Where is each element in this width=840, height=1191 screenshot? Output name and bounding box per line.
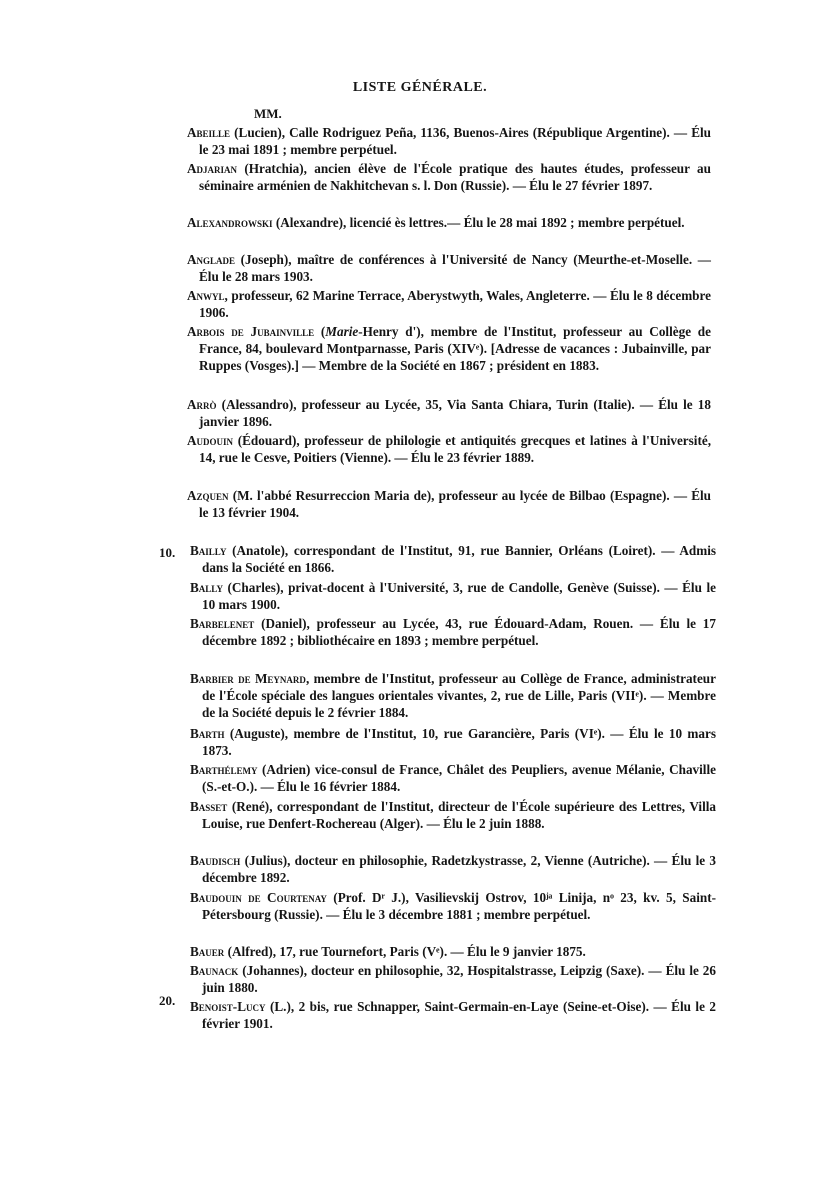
entry-name: Bally: [190, 580, 223, 595]
entry-text: (Alexandre), licencié ès lettres.— Élu le 28 mai 1892 ; membre perpétuel.: [272, 215, 685, 230]
entry-text-italic: Marie: [325, 324, 359, 339]
entry-text: (L.), 2 bis, rue Schnapper, Saint-Germain-en-Laye (Seine-et-Oise). — Élu le 2 février 1901.: [202, 999, 716, 1032]
entry-name: Bailly: [190, 543, 227, 558]
entry-name: Benoist-Lucy: [190, 999, 266, 1014]
entry-name: Arbois de Jubainville: [187, 324, 315, 339]
entry-text: (Julius), docteur en philosophie, Radetzkystrasse, 2, Vienne (Autriche). — Élu le 3 décembre 1892.: [202, 853, 716, 886]
list-item: [190, 998, 716, 1032]
list-item: [190, 943, 716, 960]
entry-name: Barbier de Meynard: [190, 671, 306, 686]
entry-name: Abeille: [187, 125, 231, 140]
entry-name: Baudouin de Courtenay: [190, 890, 327, 905]
entry-text: (Adrien) vice-consul de France, Châlet des Peupliers, avenue Mélanie, Chaville (S.-et-O.). — Élu le 16 février 1884.: [202, 762, 716, 795]
section-number: 10.: [159, 545, 176, 560]
entry-text: (Prof. Dʳ J.), Vasilievskij Ostrov, 10ʲᵃ Linija, nᵒ 23, kv. 5, Saint-Pétersbourg (Russie). — Élu le 3 décembre 1881 ; membre perpétuel.: [202, 890, 716, 923]
entry-text: (Lucien), Calle Rodriguez Peña, 1136, Buenos-Aires (République Argentine). — Élu le 23 mai 1891 ; membre perpétuel.: [199, 125, 711, 158]
list-item: [190, 725, 716, 759]
entry-text: (M. l'abbé Resurreccion Maria de), professeur au lycée de Bilbao (Espagne). — Élu le 13 février 1904.: [199, 488, 711, 521]
list-item: [187, 396, 711, 430]
entry-name: Barth: [190, 726, 225, 741]
list-item: [190, 615, 716, 649]
list-item: [187, 124, 711, 158]
entry-name: Barthélemy: [190, 762, 258, 777]
list-item: [190, 852, 716, 886]
entry-text: , membre de l'Institut, professeur au Collège de France, administrateur de l'École spéciale des langues orientales vivantes, 2, rue de Lille, Paris (VIIᵉ). — Membre de la Société depuis le 2 février 1884.: [202, 671, 716, 721]
list-item: [190, 889, 716, 923]
entry-text: (Charles), privat-docent à l'Université, 3, rue de Candolle, Genève (Suisse). — Élu le 10 mars 1900.: [202, 580, 716, 613]
entry-text: (Daniel), professeur au Lycée, 43, rue Édouard-Adam, Rouen. — Élu le 17 décembre 1892 ; bibliothécaire en 1893 ; membre perpétuel.: [202, 616, 716, 649]
entry-text: (Anatole), correspondant de l'Institut, 91, rue Bannier, Orléans (Loiret). — Admis dans la Société en 1866.: [202, 543, 716, 576]
list-item: [190, 962, 716, 996]
entry-name: Anwyl: [187, 288, 225, 303]
entry-text: (René), correspondant de l'Institut, directeur de l'École supérieure des Lettres, Villa Louise, rue Denfert-Rochereau (Alger). — Élu le 2 juin 1888.: [202, 799, 716, 832]
list-item: [190, 798, 716, 832]
entry-name: Arrò: [187, 397, 217, 412]
entry-name: Alexandrowski: [187, 215, 273, 230]
entry-name: Barbelenet: [190, 616, 255, 631]
entry-text: (Alessandro), professeur au Lycée, 35, Via Santa Chiara, Turin (Italie). — Élu le 18 janvier 1896.: [199, 397, 711, 430]
list-item: [187, 323, 711, 375]
page-title: LISTE GÉNÉRALE.: [352, 80, 488, 95]
list-item: [187, 251, 711, 285]
entry-name: Baudisch: [190, 853, 241, 868]
entry-text: (Alfred), 17, rue Tournefort, Paris (Vᵉ). — Élu le 9 janvier 1875.: [224, 944, 586, 959]
entry-name: Baunack: [190, 963, 239, 978]
entry-text: -Henry d'), membre de l'Institut, professeur au Collège de France, 84, boulevard Montparnasse, Paris (XIVᵉ). [Adresse de vacances : Jubainville, par Ruppes (Vosges).] — Membre de la Société en 1867 ; président en 1883.: [199, 324, 711, 374]
entry-name: Azquen: [187, 488, 229, 503]
entry-text: (Hratchia), ancien élève de l'École pratique des hautes études, professeur au séminaire arménien de Nakhitchevan s. l. Don (Russie). — Élu le 27 février 1897.: [199, 161, 711, 194]
list-item: [190, 579, 716, 613]
list-item: [187, 287, 711, 321]
list-item: [190, 761, 716, 795]
entry-name: Adjarian: [187, 161, 238, 176]
mm-heading: MM.: [254, 106, 282, 121]
entry-text: (Édouard), professeur de philologie et antiquités grecques et latines à l'Université, 14, rue le Cesve, Poitiers (Vienne). — Élu le 23 février 1889.: [199, 433, 711, 466]
entry-name: Bauer: [190, 944, 225, 959]
entry-text: (Johannes), docteur en philosophie, 32, Hospitalstrasse, Leipzig (Saxe). — Élu le 26 juin 1880.: [202, 963, 716, 996]
entry-name: Basset: [190, 799, 228, 814]
entry-text: (Joseph), maître de conférences à l'Université de Nancy (Meurthe-et-Moselle. — Élu le 28 mars 1903.: [199, 252, 711, 285]
entry-name: Audouin: [187, 433, 234, 448]
list-item: [187, 432, 711, 466]
list-item: [187, 214, 711, 231]
list-item: [190, 670, 716, 722]
entry-text: , professeur, 62 Marine Terrace, Aberystwyth, Wales, Angleterre. — Élu le 8 décembre 1906.: [199, 288, 711, 321]
entry-text: (Auguste), membre de l'Institut, 10, rue Garancière, Paris (VIᵉ). — Élu le 10 mars 1873.: [202, 726, 716, 759]
list-item: [187, 160, 711, 194]
section-number: 20.: [159, 993, 176, 1008]
list-item: [187, 487, 711, 521]
entry-text-pre: (: [314, 324, 326, 339]
entry-name: Anglade: [187, 252, 236, 267]
list-item: [190, 542, 716, 576]
